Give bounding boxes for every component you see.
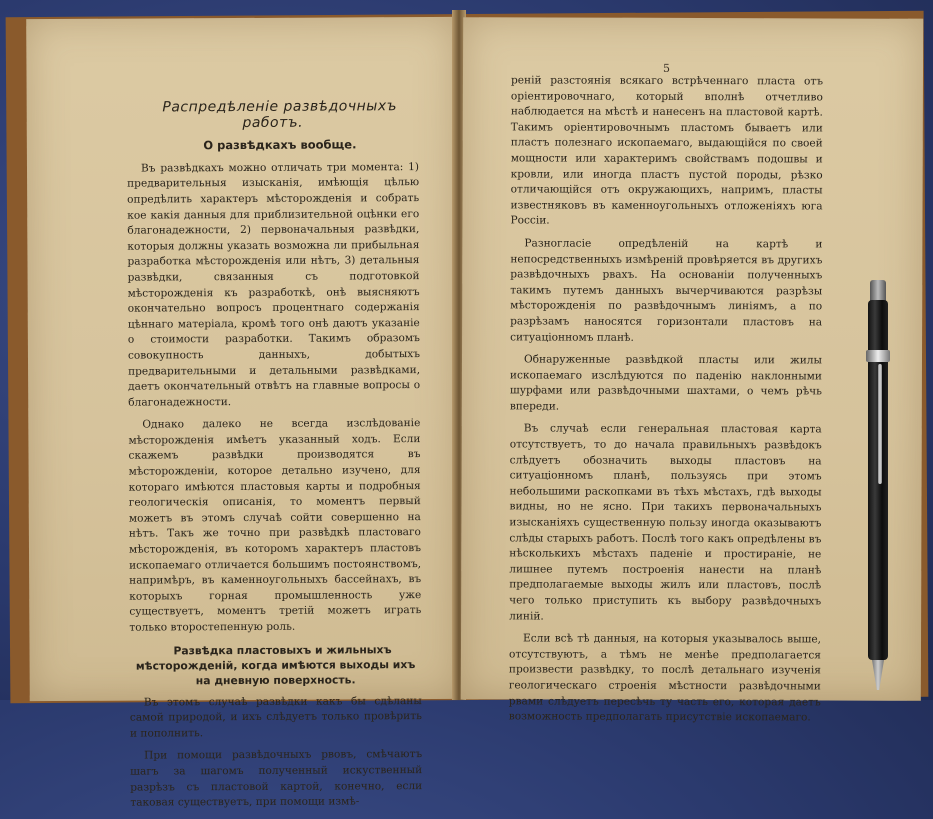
paragraph: Обнаруженные развѣдкой пласты или жилы ископаемаго изслѣдуются по паденію наклонными шурфами или развѣдочными шахтами, о чемъ рѣчь впереди. bbox=[509, 353, 823, 413]
mechanical-pencil bbox=[864, 280, 892, 700]
section-heading: Развѣдка пластовыхъ и жильныхъ мѣсторожденій, когда имѣются выходы ихъ на дневную поверхность. bbox=[135, 642, 416, 687]
left-page-text bbox=[127, 99, 423, 818]
right-page bbox=[461, 17, 923, 724]
paragraph: Разногласіе опредѣленій на картѣ и непосредственныхъ измѣреній провѣряется въ другихъ развѣдочныхъ рвахъ. На основаніи полученныхъ такимъ путемъ данныхъ вычерчиваются разрѣзы мѣсторожденія по развѣдочнымъ линіямъ, а по разрѣзамъ наносятся горизонтали пластовъ на ситуаціонномъ планѣ. bbox=[510, 237, 823, 344]
paragraph: Въ этомъ случаѣ развѣдки какъ бы сдѣланы самой природой, и ихъ слѣдуетъ только провѣрить и пополнить. bbox=[129, 694, 422, 740]
paragraph: реній разстоянія всякаго встрѣченнаго пласта отъ оріентировочнаго, который вполнѣ отчетливо наблюдается на мѣстѣ и нанесенъ на пластовой картѣ. Такимъ оріентировочнымъ пластомъ бываетъ или пластъ полезнаго ископаемаго, выдающійся по своей мощности или характеримъ свойствамъ подошвы и кровли, или иногда пластъ пустой породы, рѣзко отличающійся отъ окружающихъ, напримъ, пласты известняковъ въ каменноугольныхъ отложеніяхъ юга Россіи. bbox=[510, 74, 823, 227]
chapter-title: Распредѣленіе развѣдочныхъ работъ. bbox=[162, 98, 398, 131]
right-page-text bbox=[509, 73, 823, 733]
chapter-subtitle: О развѣдкахъ вообще. bbox=[203, 137, 357, 153]
paragraph: Въ развѣдкахъ можно отличать три момента: 1) предварительныя изысканія, имѣющія цѣлью опредѣлить характеръ мѣсторожденія и собрать кое какія данныя для приблизительной оцѣнки его благонадежности, 2) первоначальныя развѣдки, которыя должны указать возможна ли прибыльная разработка мѣсторожденія или нѣтъ, 3) детальныя развѣдки, связанныя съ подготовкой мѣсторожденія къ разработкѣ, онѣ выясняютъ окончательно вопросъ процентнаго содержанія цѣннаго матеріала, кромѣ того онѣ даютъ указаніе о стоимости разработки. Такимъ образомъ совокупность данныхъ, добытыхъ предварительными и детальными развѣдками, даетъ окончательный отвѣтъ на главные вопросы о благонадежности. bbox=[127, 160, 421, 409]
left-page bbox=[26, 17, 460, 809]
paragraph: При помощи развѣдочныхъ рвовъ, смѣчаютъ шагъ за шагомъ полученный искуственный разрѣзъ съ пластовой картой, конечно, если таковая существуетъ, при помощи измѣ- bbox=[130, 748, 423, 809]
paragraph: Если всѣ тѣ данныя, на которыя указывалось выше, отсутствуютъ, а тѣмъ не менѣе предполагается произвести развѣдку, то послѣ детальнаго изученія геологическаго строенія мѣстности развѣдочными рвами слѣдуетъ пересѣчь ту часть его, которая даетъ возможность предполагать присутствіе ископаемаго. bbox=[508, 632, 822, 724]
page-number: 5 bbox=[662, 61, 671, 75]
pencil-band bbox=[866, 350, 890, 362]
pencil-tip bbox=[872, 660, 884, 690]
paragraph: Однако далеко не всегда изслѣдованіе мѣсторожденія имѣетъ указанный ходъ. Если скажемъ развѣдки производятся въ мѣсторожденіи, которое детально изучено, для котораго имѣются пластовыя карты и подробныя геологическія описанія, то моментъ первый можетъ въ этомъ случаѣ сойти совершенно на нѣтъ. Такъ же точно при развѣдкѣ пластоваго мѣсторожденія, въ которомъ характеръ пластовъ ископаемаго отличается большимъ постоянствомъ, напримѣръ, въ каменноугольныхъ бассейнахъ, въ которыхъ горная промышленность уже существуетъ, моментъ третій можетъ играть только второстепенную роль. bbox=[128, 417, 422, 634]
pencil-clip bbox=[878, 364, 882, 484]
paragraph: Въ случаѣ если генеральная пластовая карта отсутствуетъ, то до начала правильныхъ развѣдокъ слѣдуетъ обозначить выходы пластовъ на ситуаціонномъ планѣ, пользуясь при этомъ небольшими раскопками въ тѣхъ мѣстахъ, гдѣ выходы видны, но не ясно. При такихъ первоначальныхъ изысканіяхъ существенную пользу иногда оказываютъ слѣды старыхъ работъ. Послѣ того какъ опредѣлены въ нѣсколькихъ мѣстахъ паденіе и простираніе, не лишнее путемъ построенія нанести на планѣ предполагаемые выходы жилъ или пластовъ, послѣ чего только приступить къ выбору развѣдочныхъ линій. bbox=[509, 422, 822, 623]
